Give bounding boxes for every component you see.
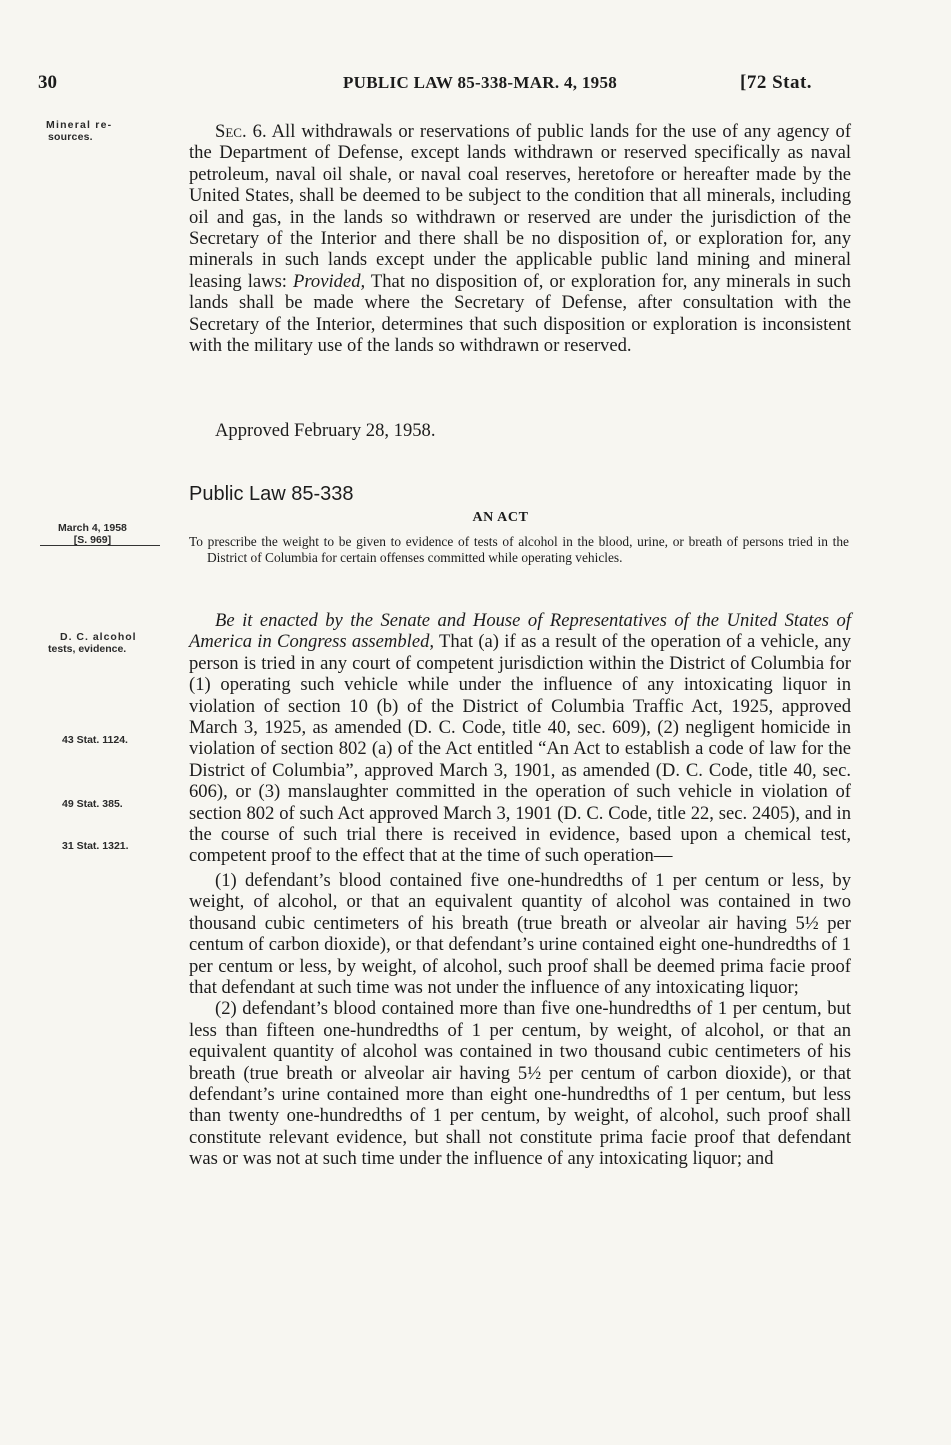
running-title: PUBLIC LAW 85-338-MAR. 4, 1958 — [343, 73, 618, 92]
act-body — [189, 610, 851, 1170]
sidenote-43-stat-1124: 43 Stat. 1124. — [62, 734, 128, 746]
paragraph-1 — [189, 870, 851, 998]
act-heading: AN ACT — [472, 510, 529, 525]
law-title: Public Law 85-338 — [189, 483, 354, 505]
proviso-keyword: Provided, — [293, 270, 366, 292]
section-6-proviso-text: That no disposition of, or exploration for, any minerals in such lands shall be made where the Secretary of Defense, after consultation with the Secretary of the Interior, determines that such disposition or exploration is inconsistent with the military use of the lands so withdrawn or reserved. — [189, 270, 851, 357]
sidenote-49-stat-385: 49 Stat. 385. — [62, 798, 123, 810]
sidenote-mineral-resources — [46, 119, 112, 143]
sidenote-31-stat-1321: 31 Stat. 1321. — [62, 840, 129, 852]
sidenote-line: tests, evidence. — [48, 643, 127, 655]
sidenote-line: D. C. alcohol — [60, 631, 137, 643]
sidenote-line: Mineral re- — [46, 119, 113, 131]
page-header — [38, 72, 918, 102]
page-number: 30 — [38, 72, 57, 93]
approval-date: Approved February 28, 1958. — [215, 420, 436, 441]
paragraph-2-text: (2) defendant’s blood contained more than five one-hundredths of 1 per centum, but less than fifteen one-hundredths of 1 per centum, by weight, of alcohol, or that an equivalent quantity of alcohol was contained in two thousand cubic centimeters of his breath (true breath or alveolar air having 5½ per centum of carbon dioxide), or that defendant’s urine contained more than eight one-hundredths of 1 per centum, but less than twenty one-hundredths of 1 per centum, by weight, of alcohol, such proof shall constitute relevant evidence, but shall not constitute prima facie proof that defendant was or was not at such time under the influence of any intoxicating liquor; and — [189, 998, 851, 1170]
sidenote-line: sources. — [48, 131, 93, 143]
section-6 — [189, 121, 851, 356]
bill-number: [S. 969] — [73, 534, 112, 546]
statute-reference: [72 Stat. — [740, 72, 813, 93]
section-6-text: All withdrawals or reservations of public lands for the use of any agency of the Department of Defense, except lands withdrawn or reserved specifically as naval petroleum, naval oil shale, or naval coal reserves, heretofore or hereafter made by the United States, shall be deemed to be subject to the condition that all minerals, including oil and gas, in the lands so withdrawn or reserved are under the jurisdiction of the Secretary of the Interior and there shall be no disposition of, or exploration for, any minerals in such lands except under the applicable public land mining and mineral leasing laws: — [189, 121, 852, 292]
enactment-date: March 4, 1958 — [58, 522, 127, 534]
enacting-text: That (a) if as a result of the operation of a vehicle, any person is tried in any court of competent jurisdiction within the District of Columbia for (1) operating such vehicle while under the influence of any intoxicating liquor in violation of section 10 (b) of the District of Columbia Traffic Act, 1925, approved March 3, 1925, as amended (D. C. Code, title 40, sec. 609), (2) negligent homicide in violation of section 802 (a) of the Act entitled “An Act to establish a code of law for the District of Columbia”, approved March 3, 1901, as amended (D. C. Code, title 40, sec. 606), or (3) manslaughter committed in the operation of such vehicle in violation of section 802 of such Act approved March 3, 1901 (D. C. Code, title 22, sec. 2405), and in the course of such trial there is received in evidence, based upon a chemical test, competent proof to the effect that at the time of such operation— — [189, 631, 851, 867]
act-purpose — [189, 534, 849, 566]
sidenote-divider — [40, 545, 160, 546]
enacting-clause: Be it enacted by the Senate and House of Representatives of the United States of America in Congress assembled, — [189, 610, 851, 653]
section-label: Sec. 6. — [215, 121, 267, 142]
paragraph-1-text: (1) defendant’s blood contained five one-hundredths of 1 per centum or less, by weight, of alcohol, or that an equivalent quantity of alcohol was contained in two thousand cubic centimeters of his breath (true breath or alveolar air having 5½ per centum of carbon dioxide), or that defendant’s urine contained eight one-hundredths of 1 per centum or less, by weight, of alcohol, such proof shall be deemed prima facie proof that defendant at such time was not under the influence of any intoxicating liquor; — [189, 869, 851, 998]
sidenote-dc-alcohol — [48, 631, 137, 655]
purpose-text: To prescribe the weight to be given to evidence of tests of alcohol in the blood, urine, or breath of persons tried in the District of Columbia for certain offenses committed while operating vehicles. — [189, 534, 849, 565]
paragraph-2 — [189, 998, 851, 1169]
